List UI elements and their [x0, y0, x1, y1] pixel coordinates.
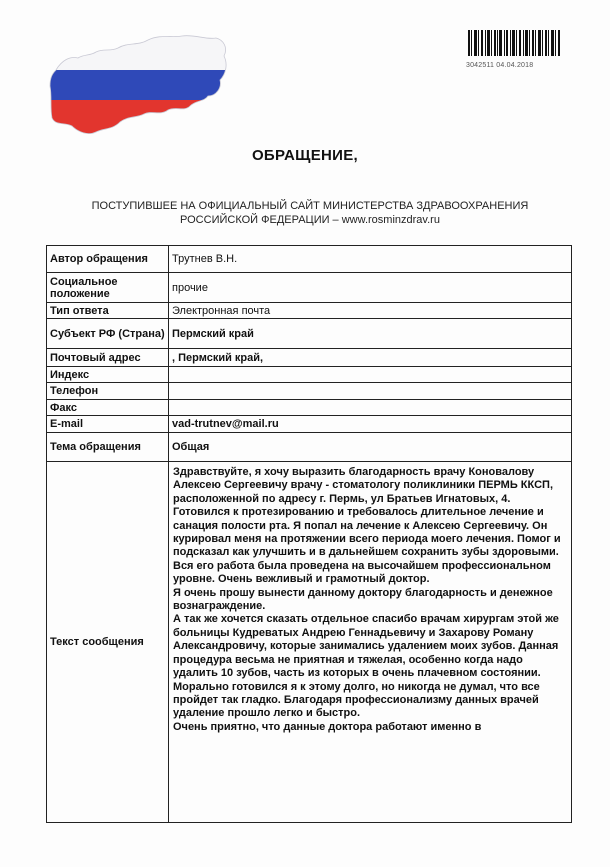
row-email	[47, 416, 572, 433]
row-address	[47, 349, 572, 367]
index-value	[169, 367, 572, 383]
author-label: Автор обращения	[47, 246, 169, 273]
topic-value: Общая	[169, 433, 572, 462]
address-label: Почтовый адрес	[47, 349, 169, 367]
row-region	[47, 319, 572, 349]
region-label: Субъект РФ (Страна)	[47, 319, 169, 349]
phone-label: Телефон	[47, 383, 169, 400]
barcode-caption: 3042511 04.04.2018	[466, 62, 534, 69]
row-author	[47, 246, 572, 273]
topic-label: Тема обращения	[47, 433, 169, 462]
reply-type-value: Электронная почта	[169, 303, 572, 319]
subtitle-line-1: ПОСТУПИВШЕЕ НА ОФИЦИАЛЬНЫЙ САЙТ МИНИСТЕРСТВА ЗДРАВООХРАНЕНИЯ	[91, 200, 529, 212]
social-label: Социальное положение	[47, 273, 169, 303]
message-paragraph-3: А так же хочется сказать отдельное спасибо врачам хирургам этой же больницы Кудреватых Андрею Геннадьевичу и Захарову Роману Александровичу, которые занимались удалением моих зубов. Данная процедура весьма не приятная и тяжелая, особенно когда надо удалить 10 зубов, часть из которых в очень плачевном состоянии. Морально готовился я к этому долго, но никогда не думал, что все пройдет так гладко. Благодаря профессионализму данных врачей удаление прошло легко и быстро.	[173, 613, 559, 720]
email-label: E-mail	[47, 416, 169, 433]
row-fax	[47, 400, 572, 416]
russia-flag-map-logo	[48, 30, 230, 138]
message-text	[169, 462, 571, 734]
message-cell	[169, 462, 572, 823]
email-value: vad-trutnev@mail.ru	[169, 416, 572, 433]
message-paragraph-4: Очень приятно, что данные доктора работают именно в	[173, 720, 482, 733]
row-social	[47, 273, 572, 303]
author-value: Трутнев В.Н.	[169, 246, 572, 273]
reply-type-label: Тип ответа	[47, 303, 169, 319]
phone-value	[169, 383, 572, 400]
row-phone	[47, 383, 572, 400]
barcode-icon	[468, 30, 560, 56]
row-topic	[47, 433, 572, 462]
barcode-stamp	[466, 30, 570, 69]
fax-label: Факс	[47, 400, 169, 416]
document-subtitle	[40, 199, 580, 227]
message-label: Текст сообщения	[47, 462, 169, 823]
row-index	[47, 367, 572, 383]
subtitle-line-2: РОССИЙСКОЙ ФЕДЕРАЦИИ – www.rosminzdrav.ru	[180, 214, 440, 226]
row-message	[47, 462, 572, 823]
message-paragraph-1: Здравствуйте, я хочу выразить благодарность врачу Коновалову Алексею Сергеевичу врачу - стоматологу поликлиники ПЕРМЬ ККСП, расположенной по адресу г. Пермь, ул Братьев Игнатовых, 4. Готовился к протезированию и требовалось длительное лечение и санация полости рта. Я попал на лечение к Алексею Сергеевичу. Он курировал меня на протяжении всего периода моего лечения. Помог и подсказал как улучшить и в дальнейшем сохранить зубы здоровыми. Вся его работа была проведена на высочайшем профессиональном уровне. Очень вежливый и грамотный доктор.	[173, 466, 561, 586]
message-paragraph-2: Я очень прошу вынести данному доктору благодарность и денежное вознаграждение.	[173, 586, 553, 613]
row-reply-type	[47, 303, 572, 319]
fax-value	[169, 400, 572, 416]
region-value: Пермский край	[169, 319, 572, 349]
address-value: , Пермский край,	[169, 349, 572, 367]
document-title: ОБРАЩЕНИЕ,	[251, 147, 359, 164]
social-value: прочие	[169, 273, 572, 303]
appeal-form-table	[46, 245, 572, 823]
index-label: Индекс	[47, 367, 169, 383]
